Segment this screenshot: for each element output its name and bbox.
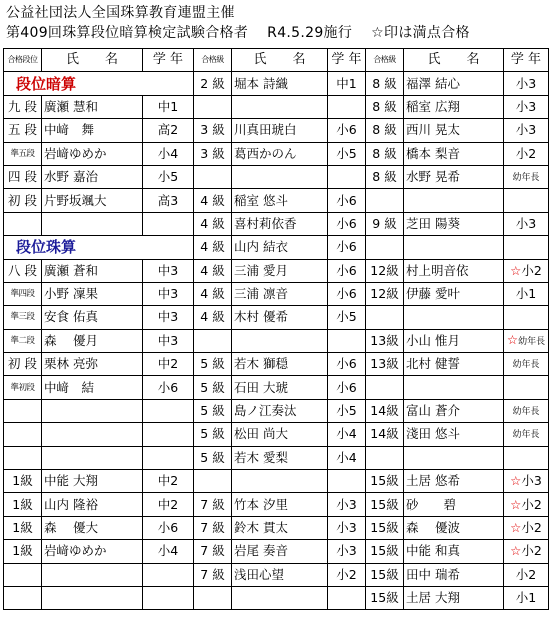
- year-value: 小1: [515, 286, 537, 302]
- year-header: 学 年: [328, 49, 366, 72]
- year-value: 中3: [157, 286, 179, 302]
- grade-cell: 準二段: [4, 329, 42, 352]
- name-cell: 小山 惟月: [404, 329, 504, 352]
- organizer-title: 公益社団法人全国珠算教育連盟主催: [6, 5, 235, 21]
- name-cell: [42, 563, 143, 586]
- year-cell: [328, 353, 366, 376]
- year-cell: [328, 212, 366, 235]
- grade-cell: [4, 563, 42, 586]
- year-value: 幼年長: [512, 407, 540, 418]
- year-value: 小4: [157, 145, 179, 161]
- grade-cell: 14級: [366, 399, 404, 422]
- year-cell: [328, 95, 366, 118]
- year-value: 小4: [336, 426, 357, 442]
- year-value: 中3: [157, 309, 179, 325]
- year-value: 小3: [336, 520, 357, 535]
- name-cell: 葛西かのん: [232, 142, 328, 165]
- grade-cell: 5 級: [194, 353, 232, 376]
- table-row: [4, 189, 549, 212]
- grade-cell: [194, 586, 232, 609]
- year-value: 小3: [515, 122, 537, 138]
- name-cell: 橋本 梨音: [404, 142, 504, 165]
- year-cell: [504, 376, 549, 399]
- name-cell: 島ノ江奏汰: [232, 399, 328, 422]
- table-row: [4, 376, 549, 399]
- grade-cell: [4, 423, 42, 446]
- grade-cell: 15級: [366, 516, 404, 539]
- year-cell: [143, 306, 194, 329]
- year-value: 小3: [515, 75, 537, 91]
- name-cell: [232, 329, 328, 352]
- year-cell: [328, 376, 366, 399]
- name-cell: 伊藤 愛叶: [404, 282, 504, 305]
- year-value: 幼年長: [518, 336, 546, 347]
- results-body: [4, 49, 549, 610]
- year-value: 小5: [336, 309, 357, 325]
- year-cell: [143, 119, 194, 142]
- year-cell: [143, 329, 194, 352]
- grade-cell: 準初段: [4, 376, 42, 399]
- year-cell: [504, 259, 549, 282]
- year-value: 小2: [521, 520, 542, 535]
- name-cell: 芝田 陽葵: [404, 212, 504, 235]
- year-cell: [328, 306, 366, 329]
- grade-cell: [366, 189, 404, 212]
- name-cell: 岩﨑ゆめか: [42, 540, 143, 563]
- year-value: 小6: [336, 192, 357, 208]
- year-value: 小6: [336, 356, 357, 372]
- year-cell: [328, 493, 366, 516]
- year-cell: [328, 72, 366, 95]
- name-cell: [42, 423, 143, 446]
- year-cell: [328, 282, 366, 305]
- name-cell: 山内 結衣: [232, 236, 328, 259]
- name-cell: 淺田 悠斗: [404, 423, 504, 446]
- grade-cell: 8 級: [366, 95, 404, 118]
- grade-cell: 15級: [366, 563, 404, 586]
- name-cell: [42, 399, 143, 422]
- name-cell: 中﨑 結: [42, 376, 143, 399]
- name-header: 氏 名: [42, 49, 143, 72]
- grade-cell: 15級: [366, 540, 404, 563]
- name-cell: [404, 446, 504, 469]
- year-cell: [143, 399, 194, 422]
- name-cell: 稲室 広翔: [404, 95, 504, 118]
- name-cell: 森 優大: [42, 516, 143, 539]
- table-row: [4, 165, 549, 188]
- grade-cell: 4 級: [194, 189, 232, 212]
- year-cell: [328, 423, 366, 446]
- grade-cell: 1級: [4, 516, 42, 539]
- grade-cell: 14級: [366, 423, 404, 446]
- year-cell: [504, 586, 549, 609]
- grade-cell: 5 級: [194, 399, 232, 422]
- year-cell: [328, 540, 366, 563]
- grade-cell: 5 級: [194, 376, 232, 399]
- year-header: 学 年: [143, 49, 194, 72]
- year-cell: [143, 95, 194, 118]
- name-header: 氏 名: [232, 49, 328, 72]
- year-cell: [328, 259, 366, 282]
- name-cell: 土居 大翔: [404, 586, 504, 609]
- year-value: 小3: [515, 215, 537, 231]
- grade-cell: 3 級: [194, 119, 232, 142]
- year-value: 小6: [336, 379, 357, 395]
- year-value: 小6: [157, 520, 179, 535]
- perfect-score-star-icon: ☆: [510, 520, 522, 535]
- name-cell: 西川 晃太: [404, 119, 504, 142]
- table-row: [4, 446, 549, 469]
- grade-cell: 4 級: [194, 282, 232, 305]
- year-cell: [143, 353, 194, 376]
- grade-cell: [4, 399, 42, 422]
- year-value: 中2: [157, 473, 179, 489]
- year-cell: [143, 540, 194, 563]
- name-cell: 北村 健誓: [404, 353, 504, 376]
- grade-cell: [4, 212, 42, 235]
- year-cell: [504, 72, 549, 95]
- name-cell: 稲室 悠斗: [232, 189, 328, 212]
- year-value: 幼年長: [512, 430, 540, 441]
- year-cell: [328, 329, 366, 352]
- grade-cell: 12級: [366, 282, 404, 305]
- name-cell: 中能 大翔: [42, 470, 143, 493]
- year-value: 小3: [521, 473, 542, 489]
- year-value: 小2: [521, 543, 542, 559]
- table-row: [4, 470, 549, 493]
- table-row: [4, 493, 549, 516]
- year-value: 高2: [157, 122, 179, 138]
- name-cell: 三浦 凛音: [232, 282, 328, 305]
- grade-cell: 5 級: [194, 446, 232, 469]
- grade-header: 合格級: [194, 49, 232, 72]
- grade-cell: 初 段: [4, 353, 42, 376]
- name-cell: [232, 95, 328, 118]
- year-cell: [504, 119, 549, 142]
- year-value: 幼年長: [512, 360, 540, 371]
- name-cell: [42, 586, 143, 609]
- year-cell: [143, 586, 194, 609]
- table-row: [4, 95, 549, 118]
- year-value: 小1: [515, 590, 537, 606]
- name-cell: 山内 隆裕: [42, 493, 143, 516]
- year-cell: [143, 516, 194, 539]
- name-cell: 田中 瑞希: [404, 563, 504, 586]
- grade-cell: 7 級: [194, 516, 232, 539]
- grade-cell: 8 級: [366, 142, 404, 165]
- year-value: 中1: [157, 98, 179, 114]
- grade-cell: 1級: [4, 493, 42, 516]
- grade-cell: 15級: [366, 586, 404, 609]
- grade-header: 合格級: [366, 49, 404, 72]
- year-value: 小2: [521, 262, 542, 278]
- grade-cell: 九 段: [4, 95, 42, 118]
- year-value: 中2: [157, 356, 179, 372]
- year-cell: [504, 165, 549, 188]
- name-cell: [404, 189, 504, 212]
- grade-cell: [366, 376, 404, 399]
- year-cell: [143, 165, 194, 188]
- name-cell: [232, 165, 328, 188]
- grade-cell: [194, 95, 232, 118]
- perfect-score-star-icon: ☆: [510, 262, 522, 278]
- year-cell: [328, 165, 366, 188]
- perfect-score-star-icon: ☆: [510, 543, 522, 559]
- section-heading-anzan: 段位暗算: [4, 72, 194, 95]
- grade-cell: 15級: [366, 493, 404, 516]
- year-value: 小6: [336, 215, 357, 231]
- name-cell: [404, 376, 504, 399]
- year-value: 小3: [336, 543, 357, 559]
- grade-cell: 9 級: [366, 212, 404, 235]
- table-row: [4, 423, 549, 446]
- year-header: 学 年: [504, 49, 549, 72]
- year-cell: [504, 516, 549, 539]
- year-cell: [328, 142, 366, 165]
- year-cell: [143, 470, 194, 493]
- year-cell: [328, 399, 366, 422]
- section-heading-shuzan: 段位珠算: [4, 236, 194, 259]
- year-cell: [143, 563, 194, 586]
- name-cell: 浅田心望: [232, 563, 328, 586]
- name-cell: 堀本 詩織: [232, 72, 328, 95]
- grade-cell: 13級: [366, 353, 404, 376]
- grade-cell: 1級: [4, 540, 42, 563]
- year-value: 小5: [336, 145, 357, 161]
- name-cell: 石田 大琥: [232, 376, 328, 399]
- name-cell: 水野 晃希: [404, 165, 504, 188]
- table-row: [4, 306, 549, 329]
- year-cell: [328, 563, 366, 586]
- name-cell: [404, 306, 504, 329]
- table-row: [4, 516, 549, 539]
- grade-cell: 8 級: [366, 165, 404, 188]
- year-value: 小6: [336, 262, 357, 278]
- grade-cell: 3 級: [194, 142, 232, 165]
- grade-cell: 8 級: [366, 119, 404, 142]
- grade-cell: 15級: [366, 470, 404, 493]
- name-cell: 安食 佑真: [42, 306, 143, 329]
- grade-cell: 7 級: [194, 540, 232, 563]
- table-row: [4, 119, 549, 142]
- name-cell: 若木 愛梨: [232, 446, 328, 469]
- name-cell: 中能 和真: [404, 540, 504, 563]
- year-cell: [143, 189, 194, 212]
- year-cell: [143, 212, 194, 235]
- grade-cell: 8 級: [366, 72, 404, 95]
- grade-cell: 4 級: [194, 212, 232, 235]
- year-cell: [328, 189, 366, 212]
- year-value: 小4: [336, 449, 357, 465]
- name-cell: 鈴木 貫太: [232, 516, 328, 539]
- year-cell: [328, 586, 366, 609]
- year-cell: [328, 446, 366, 469]
- year-cell: [143, 446, 194, 469]
- name-cell: [232, 470, 328, 493]
- name-cell: 森 優月: [42, 329, 143, 352]
- name-cell: 岩尾 奏音: [232, 540, 328, 563]
- year-cell: [504, 353, 549, 376]
- name-cell: 小野 凜果: [42, 282, 143, 305]
- name-cell: 三浦 愛月: [232, 259, 328, 282]
- grade-cell: 5 級: [194, 423, 232, 446]
- grade-cell: 準三段: [4, 306, 42, 329]
- grade-cell: 準五段: [4, 142, 42, 165]
- name-cell: 水野 嘉治: [42, 165, 143, 188]
- grade-cell: [194, 165, 232, 188]
- grade-cell: 2 級: [194, 72, 232, 95]
- name-cell: [42, 212, 143, 235]
- name-cell: 木村 優希: [232, 306, 328, 329]
- name-cell: 中﨑 舞: [42, 119, 143, 142]
- grade-cell: [366, 306, 404, 329]
- year-cell: [504, 236, 549, 259]
- grade-cell: [366, 446, 404, 469]
- year-cell: [143, 142, 194, 165]
- year-value: 小2: [336, 566, 357, 582]
- name-cell: 森 優波: [404, 516, 504, 539]
- year-value: 小2: [515, 566, 537, 582]
- name-cell: [232, 586, 328, 609]
- year-value: 中2: [157, 496, 179, 512]
- year-value: 小6: [336, 286, 357, 302]
- results-table: [3, 48, 549, 610]
- header-row: [4, 49, 549, 72]
- grade-cell: [366, 236, 404, 259]
- year-cell: [504, 563, 549, 586]
- year-cell: [504, 212, 549, 235]
- name-header: 氏 名: [404, 49, 504, 72]
- name-cell: 富山 蒼介: [404, 399, 504, 422]
- table-row: [4, 353, 549, 376]
- year-value: 小2: [521, 496, 542, 512]
- year-value: 小6: [336, 239, 357, 255]
- grade-cell: 1級: [4, 470, 42, 493]
- name-cell: 岩﨑ゆめか: [42, 142, 143, 165]
- name-cell: 片野坂颯大: [42, 189, 143, 212]
- year-value: 中3: [157, 332, 179, 348]
- year-cell: [504, 399, 549, 422]
- table-row: [4, 282, 549, 305]
- grade-cell: 4 級: [194, 306, 232, 329]
- name-cell: 廣瀬 蒼和: [42, 259, 143, 282]
- year-value: 中3: [157, 262, 179, 278]
- year-value: 小6: [157, 379, 179, 395]
- year-cell: [143, 493, 194, 516]
- grade-cell: 4 級: [194, 259, 232, 282]
- year-cell: [504, 493, 549, 516]
- table-row: [4, 540, 549, 563]
- table-row: [4, 72, 549, 95]
- year-cell: [143, 282, 194, 305]
- year-cell: [143, 423, 194, 446]
- year-cell: [328, 516, 366, 539]
- year-cell: [504, 95, 549, 118]
- grade-cell: 八 段: [4, 259, 42, 282]
- grade-cell: [194, 329, 232, 352]
- name-cell: 若木 獅穏: [232, 353, 328, 376]
- table-row: [4, 563, 549, 586]
- year-cell: [328, 470, 366, 493]
- year-value: 中1: [336, 75, 357, 91]
- year-value: 小5: [157, 169, 179, 185]
- year-cell: [504, 470, 549, 493]
- grade-cell: 準四段: [4, 282, 42, 305]
- grade-cell: 4 級: [194, 236, 232, 259]
- grade-cell: 13級: [366, 329, 404, 352]
- table-row: [4, 236, 549, 259]
- name-cell: 福澤 結心: [404, 72, 504, 95]
- year-value: 小6: [336, 122, 357, 138]
- year-cell: [504, 306, 549, 329]
- grade-cell: 12級: [366, 259, 404, 282]
- year-cell: [504, 142, 549, 165]
- grade-cell: 7 級: [194, 493, 232, 516]
- table-row: [4, 586, 549, 609]
- name-cell: [404, 236, 504, 259]
- grade-cell: [194, 470, 232, 493]
- year-value: 小3: [515, 98, 537, 114]
- year-value: 小5: [336, 403, 357, 419]
- name-cell: 竹本 汐里: [232, 493, 328, 516]
- grade-cell: 四 段: [4, 165, 42, 188]
- table-row: [4, 212, 549, 235]
- year-cell: [504, 540, 549, 563]
- grade-cell: 7 級: [194, 563, 232, 586]
- year-cell: [504, 282, 549, 305]
- year-cell: [504, 189, 549, 212]
- year-cell: [504, 423, 549, 446]
- name-cell: 村上明音依: [404, 259, 504, 282]
- name-cell: 喜村莉依香: [232, 212, 328, 235]
- year-cell: [504, 329, 549, 352]
- perfect-score-star-icon: ☆: [510, 496, 522, 512]
- year-value: 幼年長: [512, 173, 540, 184]
- name-cell: [42, 446, 143, 469]
- year-value: 小2: [515, 145, 537, 161]
- name-cell: 砂 碧: [404, 493, 504, 516]
- grade-cell: [4, 586, 42, 609]
- year-cell: [328, 119, 366, 142]
- name-cell: 栗林 亮弥: [42, 353, 143, 376]
- table-row: [4, 399, 549, 422]
- year-cell: [504, 446, 549, 469]
- table-row: [4, 259, 549, 282]
- perfect-score-star-icon: ☆: [510, 473, 522, 489]
- year-cell: [143, 259, 194, 282]
- name-cell: 川真田琥白: [232, 119, 328, 142]
- year-value: 小4: [157, 543, 179, 559]
- perfect-score-star-icon: ☆: [506, 331, 519, 347]
- year-value: 高3: [157, 192, 179, 208]
- name-cell: 土居 悠希: [404, 470, 504, 493]
- exam-title: 第409回珠算段位暗算検定試験合格者 R4.5.29施行 ☆印は満点合格: [6, 25, 470, 41]
- grade-header: 合格段位: [4, 49, 42, 72]
- grade-cell: [4, 446, 42, 469]
- table-row: [4, 142, 549, 165]
- name-cell: 松田 尚大: [232, 423, 328, 446]
- year-value: 小3: [336, 496, 357, 512]
- table-row: [4, 329, 549, 352]
- year-cell: [328, 236, 366, 259]
- grade-cell: 五 段: [4, 119, 42, 142]
- grade-cell: 初 段: [4, 189, 42, 212]
- year-cell: [143, 376, 194, 399]
- name-cell: 廣瀬 慧和: [42, 95, 143, 118]
